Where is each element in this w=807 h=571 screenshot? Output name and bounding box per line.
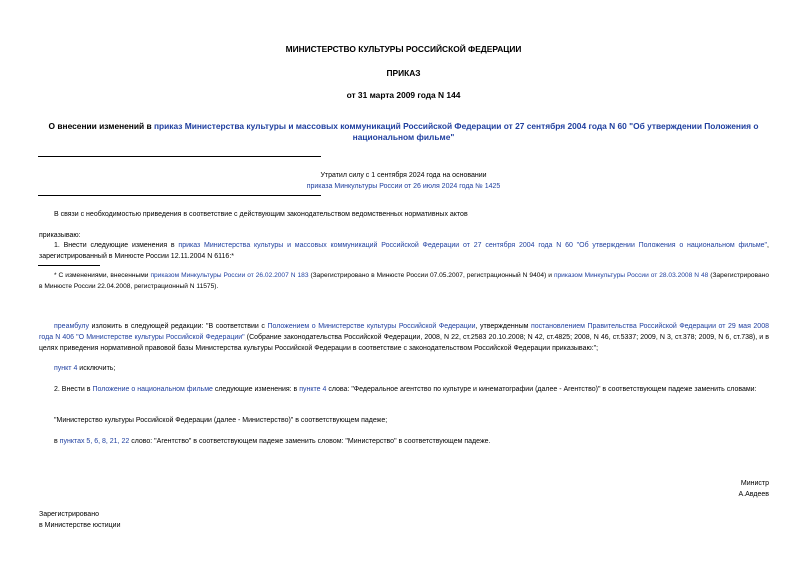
item1-link[interactable]: приказ Министерства культуры и массовых коммуникаций Российской Федерации от 27 сентября 2004 года N 60 "Об утверждении Положения о национальном фильме"	[178, 242, 768, 249]
point4-link[interactable]: пункт 4	[54, 365, 78, 372]
footnote-middle: (Зарегистрировано в Минюсте России 07.05.2007, регистрационный N 9404) и	[308, 272, 554, 279]
title-prefix: О внесении изменений в	[48, 121, 154, 131]
footnote-divider	[38, 265, 100, 266]
point4-paragraph	[39, 363, 769, 374]
divider-notice	[38, 195, 321, 196]
points-paragraph	[39, 436, 769, 447]
signature-block	[738, 478, 769, 500]
divider-top	[38, 156, 321, 157]
item2-link-2[interactable]: пункте 4	[299, 386, 327, 393]
item2-text-c: слова: "Федеральное агентство по культуре и кинематографии (далее - Агентство)" в соответствующем падеже заменить словами:	[326, 386, 757, 393]
footnote-paragraph	[39, 270, 769, 292]
item1-end: , зарегистрированный в Минюсте России 12.11.2004 N 6116:*	[39, 242, 769, 260]
preamble-text-b: , утвержденным	[475, 323, 531, 330]
points-text-a: в	[54, 438, 60, 445]
preamble-link[interactable]: преамбулу	[54, 323, 89, 330]
item1-start: 1. Внести следующие изменения в	[54, 242, 179, 249]
order-word: приказываю:	[39, 232, 81, 239]
point4-text: исключить;	[77, 365, 116, 372]
footnote-start: * С изменениями, внесенными	[54, 272, 151, 279]
item1-paragraph	[39, 240, 769, 262]
points-text-b: слово: "Агентство" в соответствующем падеже заменить словом: "Министерство" в соответствующем падеже.	[129, 438, 491, 445]
item2-text-a: 2. Внести в	[54, 386, 93, 393]
preamble-text-a: изложить в следующей редакции: "В соответствии с	[89, 323, 268, 330]
footnote-link-2[interactable]: приказом Минкультуры России от 28.03.2008 N 48	[553, 272, 709, 279]
registration-block	[39, 509, 120, 531]
notice-link[interactable]: приказа Минкультуры России от 26 июля 2024 года № 1425	[306, 183, 501, 190]
signature-name: А.Авдеев	[738, 491, 769, 498]
signature-role: Министр	[740, 480, 769, 487]
intro-paragraph: В связи с необходимостью приведения в соответствие с действующим законодательством ведомственных нормативных актов	[54, 211, 468, 218]
date-number-heading: от 31 марта 2009 года N 144	[346, 90, 461, 100]
points-link[interactable]: пунктах 5, 6, 8, 21, 22	[59, 438, 130, 445]
item2-paragraph	[39, 384, 769, 395]
preamble-paragraph	[39, 321, 769, 354]
title-link[interactable]: приказ Министерства культуры и массовых коммуникаций Российской Федерации от 27 сентября 2004 года N 60 "Об утверждении Положения о национальном фильме"	[153, 121, 759, 142]
footnote-link-1[interactable]: приказом Минкультуры России от 26.02.2007 N 183	[150, 272, 309, 279]
document-title	[40, 121, 767, 143]
registration-line1: Зарегистрировано	[39, 511, 99, 518]
ministry-heading: МИНИСТЕРСТВО КУЛЬТУРЫ РОССИЙСКОЙ ФЕДЕРАЦИИ	[285, 44, 522, 54]
notice-line1: Утратил силу с 1 сентября 2024 года на основании	[320, 172, 487, 179]
preamble-text-c: (Собрание законодательства Российской Федерации, 2008, N 22, ст.2583 20.10.2008; N 42, ст.4825; 2008, N 46, ст.5337; 2009, N 3, ст.378; 2009, N 6, ст.738), и в целях приведения нормативной правовой базы Министерства культуры Российской Федерации в соответствие с законодательством Российской Федерации приказываю:";	[39, 334, 769, 352]
doc-type-heading: ПРИКАЗ	[386, 68, 421, 78]
item2-link-1[interactable]: Положение о национальном фильме	[92, 386, 213, 393]
preamble-link-2[interactable]: Положением о Министерстве культуры Российской Федерации	[267, 323, 476, 330]
item2-text-b: следующие изменения: в	[212, 386, 300, 393]
footnote-end: (Зарегистрировано в Минюсте России 22.04.2008, регистрационный N 11575).	[39, 272, 769, 290]
registration-line2: в Министерстве юстиции	[39, 522, 121, 529]
preamble-link-3[interactable]: постановлением Правительства Российской Федерации от 29 мая 2008 года N 406 "О Министерстве культуры Российской Федерации"	[39, 323, 769, 341]
quote-paragraph: "Министерство культуры Российской Федерации (далее - Министерство)" в соответствующем падеже;	[54, 417, 388, 424]
